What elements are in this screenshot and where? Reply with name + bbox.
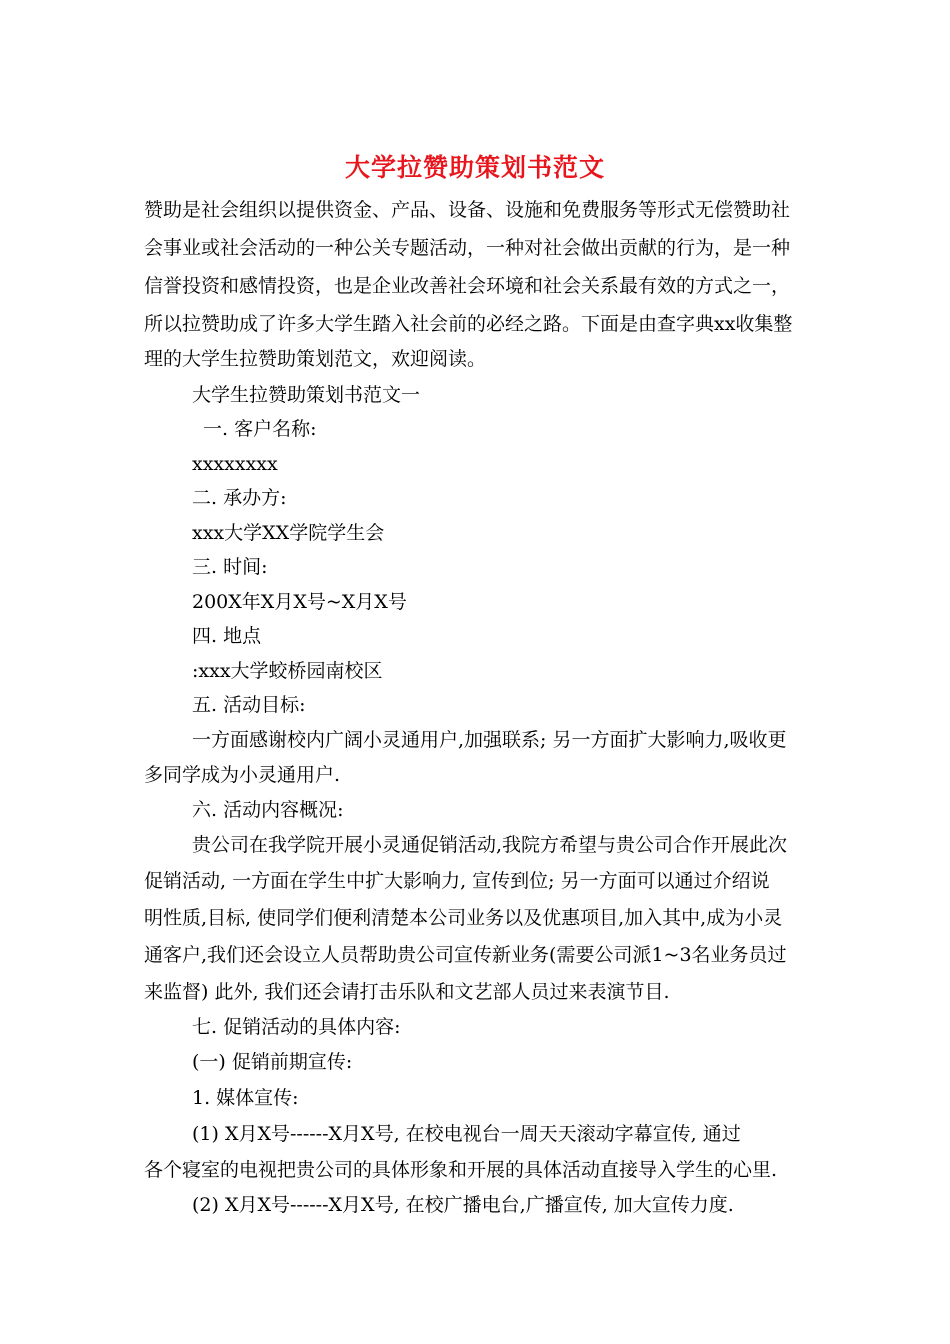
intro-line: 所以拉赞助成了许多大学生踏入社会前的必经之路。下面是由查字典xx收集整 <box>144 313 793 335</box>
paragraph-line: 来监督) 此外, 我们还会请打击乐队和文艺部人员过来表演节目. <box>144 981 670 1003</box>
list-item-line: (2) X月X号------X月X号, 在校广播电台,广播宣传, 加大宣传力度. <box>192 1194 734 1216</box>
section-heading: 七. 促销活动的具体内容: <box>192 1016 401 1038</box>
section-heading: 四. 地点 <box>192 625 262 647</box>
paragraph-line: 通客户,我们还会设立人员帮助贵公司宣传新业务(需要公司派1~3名业务员过 <box>144 944 787 966</box>
sub-heading: 1. 媒体宣传: <box>192 1087 299 1109</box>
section-value: xxxxxxxx <box>192 453 278 475</box>
section-value: :xxx大学蛟桥园南校区 <box>192 660 383 682</box>
paragraph-line: 多同学成为小灵通用户. <box>144 764 341 786</box>
section-subtitle: 大学生拉赞助策划书范文一 <box>192 384 421 406</box>
paragraph-line: 一方面感谢校内广阔小灵通用户,加强联系; 另一方面扩大影响力,吸收更 <box>192 729 787 751</box>
section-heading: 一. 客户名称: <box>203 418 317 440</box>
section-heading: 六. 活动内容概况: <box>192 799 344 821</box>
intro-line: 赞助是社会组织以提供资金、产品、设备、设施和免费服务等形式无偿赞助社 <box>144 199 791 221</box>
section-value: 200X年X月X号~X月X号 <box>192 591 407 613</box>
intro-line: 信誉投资和感情投资，也是企业改善社会环境和社会关系最有效的方式之一， <box>144 275 791 297</box>
paragraph-line: 明性质,目标, 使同学们便利清楚本公司业务以及优惠项目,加入其中,成为小灵 <box>144 907 783 929</box>
intro-line: 理的大学生拉赞助策划范文，欢迎阅读。 <box>144 348 487 370</box>
list-item-line: (1) X月X号------X月X号, 在校电视台一周天天滚动字幕宣传, 通过 <box>192 1123 741 1145</box>
sub-heading: (一) 促销前期宣传: <box>192 1051 353 1073</box>
document-title: 大学拉赞助策划书范文 <box>344 153 605 182</box>
section-heading: 五. 活动目标: <box>192 694 306 716</box>
section-value: xxx大学XX学院学生会 <box>192 522 385 544</box>
paragraph-line: 促销活动, 一方面在学生中扩大影响力, 宣传到位; 另一方面可以通过介绍说 <box>144 870 770 892</box>
intro-line: 会事业或社会活动的一种公关专题活动，一种对社会做出贡献的行为，是一种 <box>144 237 791 259</box>
section-heading: 二. 承办方: <box>192 487 287 509</box>
paragraph-line: 贵公司在我学院开展小灵通促销活动,我院方希望与贵公司合作开展此次 <box>192 834 788 856</box>
section-heading: 三. 时间: <box>192 556 268 578</box>
list-item-line: 各个寝室的电视把贵公司的具体形象和开展的具体活动直接导入学生的心里. <box>144 1159 778 1181</box>
